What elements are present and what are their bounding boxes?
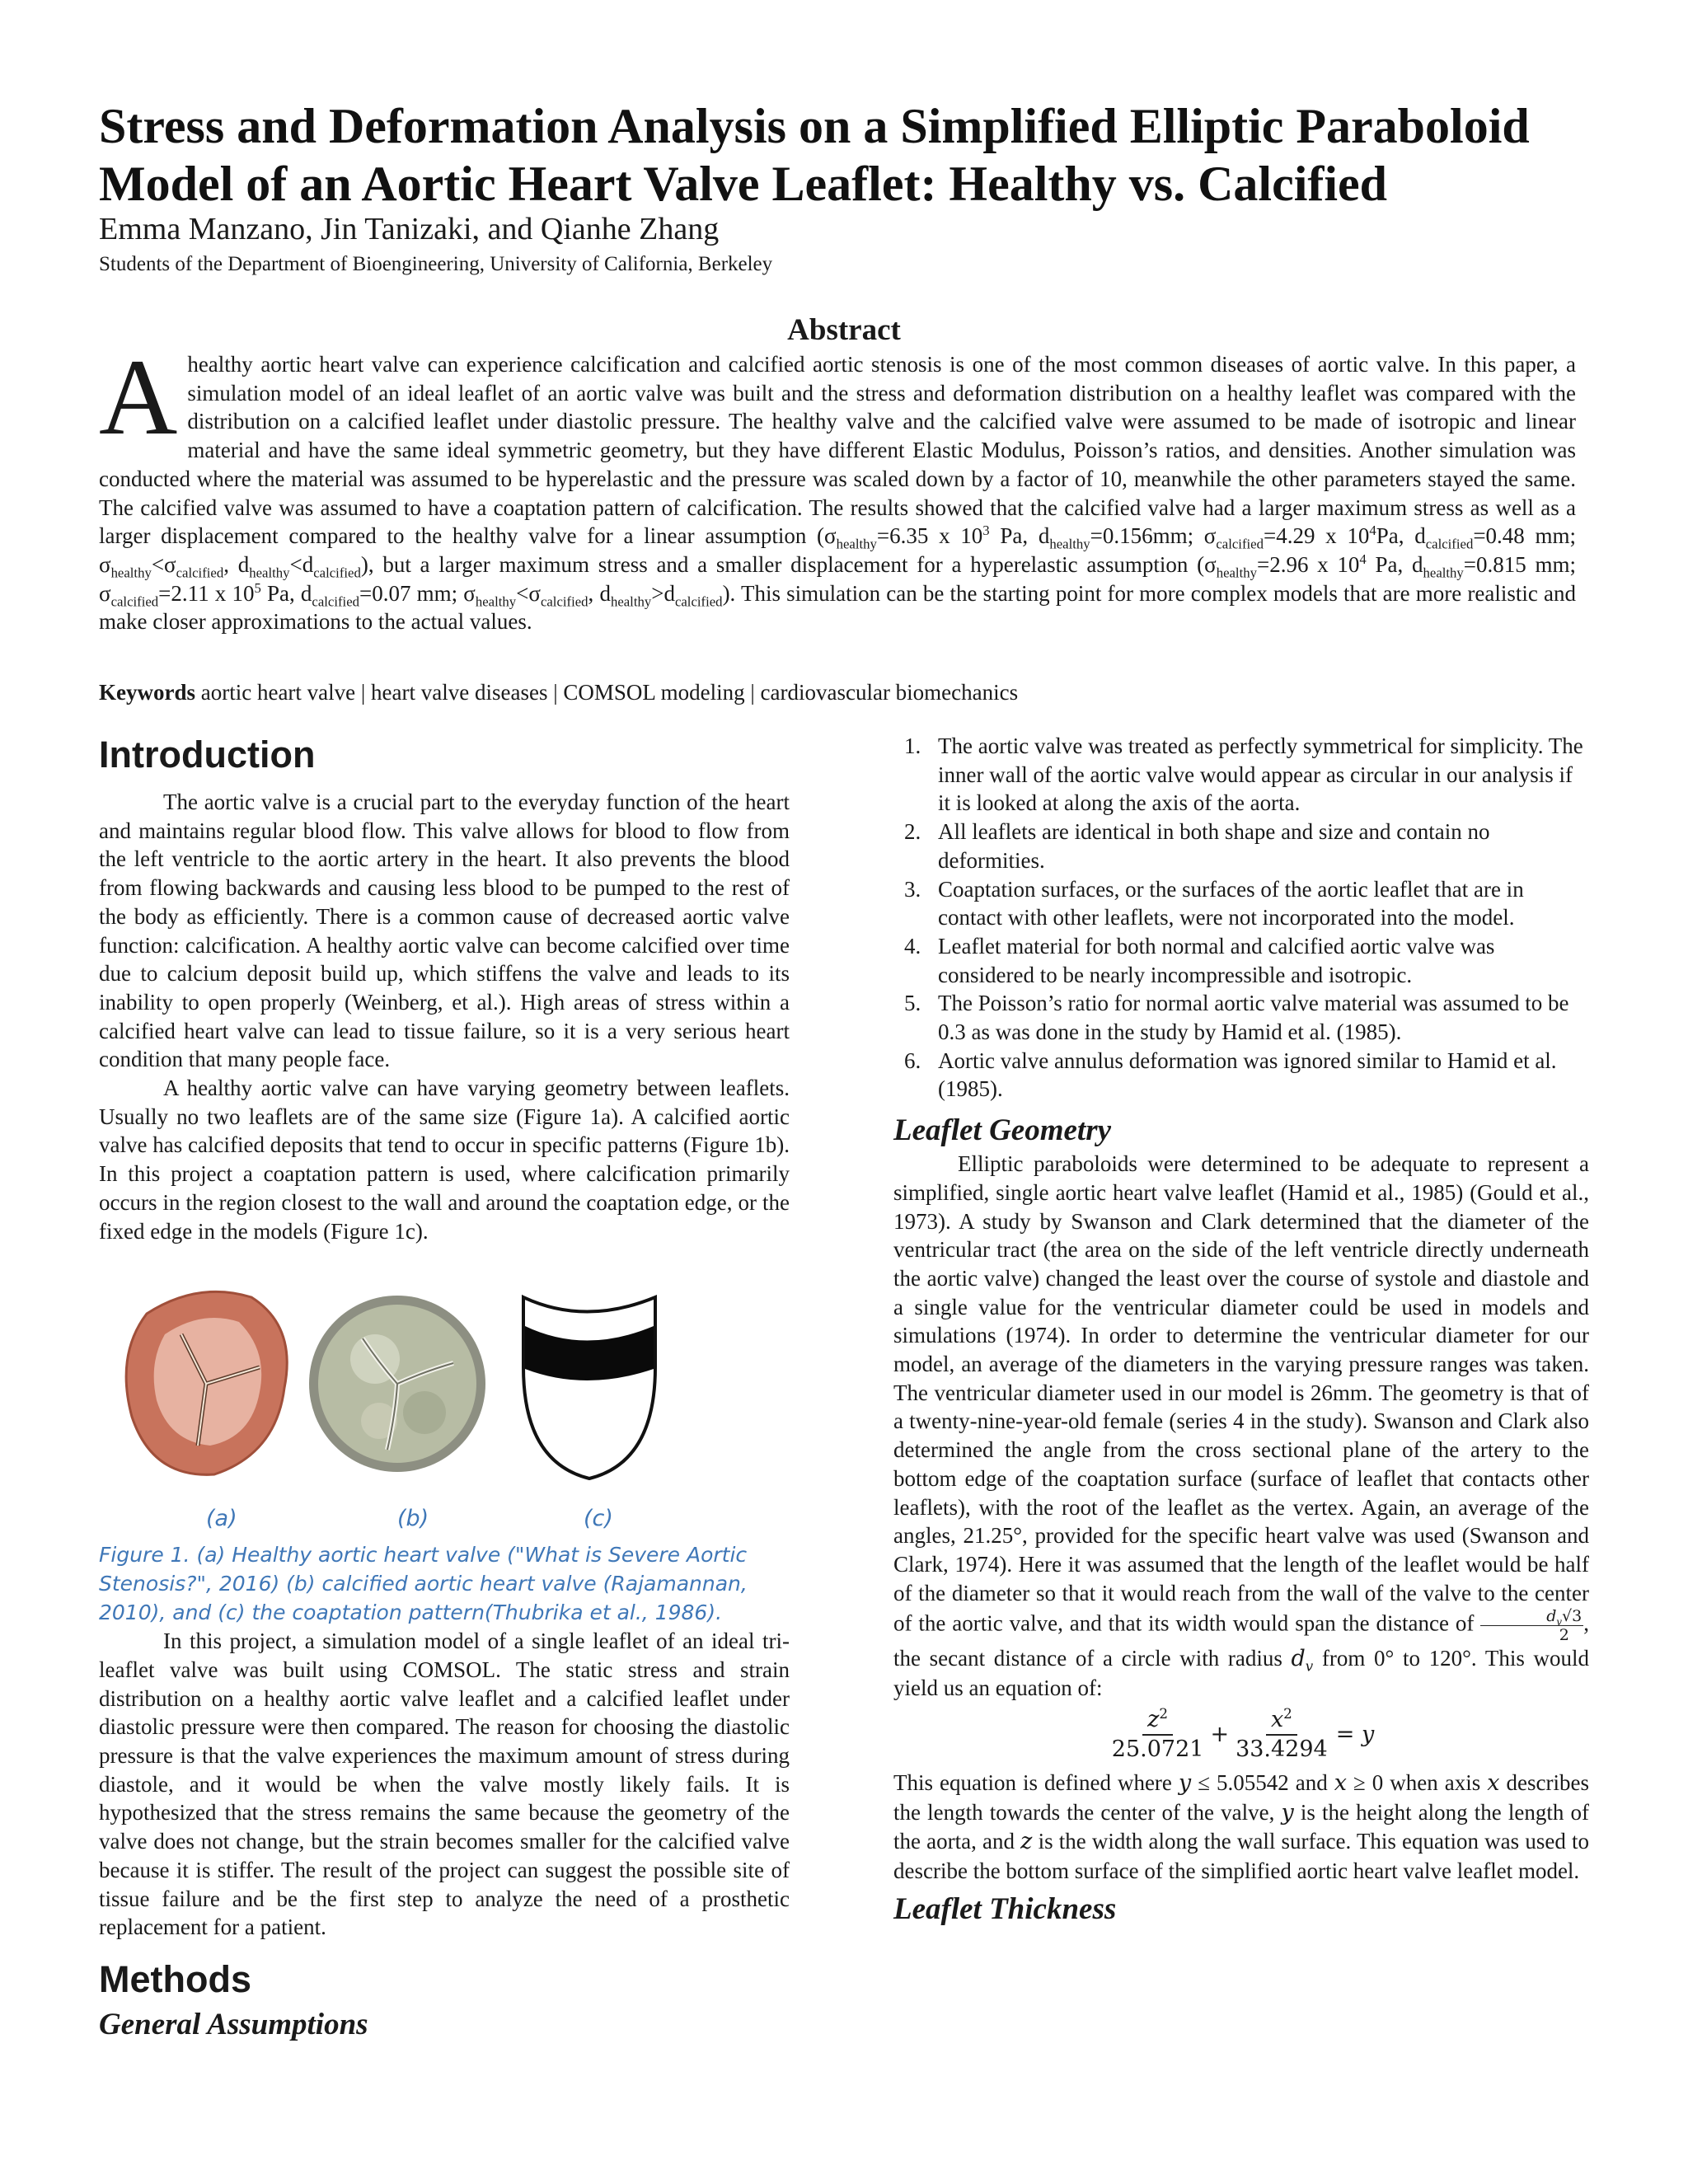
introduction-heading: Introduction (99, 733, 316, 776)
assumption-item: 6. Aortic valve annulus deformation was ignored similar to Hamid et al. (1985). (926, 1047, 1589, 1104)
figure-label-c: (c) (584, 1506, 613, 1532)
abstract-heading: Abstract (787, 313, 901, 347)
figure-1-images (99, 1277, 790, 1499)
left-column (99, 732, 790, 2044)
intro-paragraph-2: A healthy aortic valve can have varying geometry between leaflets. Usually no two leaflets are of the same size (Figure 1a). A calcified aortic valve has calcified deposits that tend to occur in specific patterns (Figure 1b). In this project a coaptation pattern is used, where calcification primarily occurs in the region closest to the wall and around the coaptation edge, or the fixed edge in the models (Figure 1c). (99, 1076, 790, 1244)
abstract-text: A healthy aortic heart valve can experience calcification and calcified aortic stenosis is one of the most common diseases of aortic valve. In this paper, a simulation model of an ideal leaflet of an aortic valve was built and the stress and deformation distribution on a healthy leaflet was compared with the distribution on a calcified leaflet under diastolic pressure. The healthy valve and the calcified valve were assumed to be made of isotropic and linear material and have the same ideal symmetric geometry, but they have different Elastic Modulus, Poisson’s ratios, and densities. Another simulation was conducted where the material was assumed to be hyperelastic and the pressure was scaled down by a factor of 10, meanwhile the other parameters stayed the same. The calcified valve was assumed to have a coaptation pattern of calcification. The results showed that the calcified valve had a larger maximum stress as well as a larger displacement compared to the healthy valve for a linear assumption ($\sigma_{healthy}=6.35$ x $10^3$ Pa, $d_{healthy}=0.156mm$; $\sigma_{calcified}=4.29$ x $10^4Pa$, $d_{calcified}=0.48$ mm; $\sigma_{healthy}<\sigma_{calcified}$, $d_{healthy}<d_{calcified}$), but a larger maximum stress and a smaller displacement for a hyperelastic assumption ($\sigma_{healthy}=2.96$ x $10^4$ Pa, $d_{healthy}=0.815$ mm; $\sigma_{calcified}=2.11$ x $10^5$ Pa, $d_{calcified}=0.07$ mm; $\sigma_{healthy}<\sigma_{calcified}$, $d_{healthy}>d_{calcified}$). This simulation can be the starting point for more complex models that are more realistic and make closer approximations to the actual values. (99, 336, 1577, 635)
leaflet-thickness-heading: Leaflet Thickness (893, 1891, 1117, 1926)
intro-paragraph-3: In this project, a simulation model of a single leaflet of an ideal tri-leaflet valve was built using COMSOL. The static stress and strain distribution on a healthy aortic valve leaflet and a calcified leaflet under diastolic pressure were then compared. The reason for choosing the diastolic pressure is that the valve experiences the maximum amount of stress during diastole, and it would be when the valve mostly likely fails. It is hypothesized that the stress remains the same because the geometry of the valve does not change, but the strain becomes smaller for the calcified valve because it is stiffer. The result of the project can suggest the possible site of tissue failure and be the first step to analyze the need of a prosthetic replacement for a patient. (99, 1629, 790, 1940)
leaflet-geometry-heading: Leaflet Geometry (893, 1113, 1112, 1148)
assumption-item: 5. The Poisson’s ratio for normal aortic valve material was assumed to be 0.3 as was done in the study by Hamid et al. (1985). (926, 989, 1589, 1046)
figure-1-caption: Figure 1. (a) Healthy aortic heart valve ("What is Severe Aortic Stenosis?", 2016) (b) calcified aortic heart valve (Rajamannan, 2010), and (c) the coaptation pattern(Thubrika et al., 1986). (99, 1543, 748, 1625)
figure-1 (99, 1277, 790, 1540)
assumption-item: 2. All leaflets are identical in both shape and size and contain no deformities. (926, 818, 1589, 874)
healthy-valve-image (126, 1292, 287, 1475)
right-column (893, 732, 1589, 1929)
calcified-valve-image (309, 1296, 485, 1472)
methods-heading: Methods (99, 1957, 251, 2000)
coaptation-pattern-image (523, 1297, 655, 1479)
figure-label-a: (a) (206, 1506, 237, 1532)
assumption-item: 4. Leaflet material for both normal and calcified aortic valve was considered to be nearly incompressible and isotropic. (926, 932, 1589, 989)
elliptic-paraboloid-equation: $\frac{z^2}{25.0721}$ + $\frac{x^2}{33.4294}$ = y (1111, 1704, 1375, 1762)
drop-cap: A (99, 336, 178, 457)
secant-distance-fraction: $\frac{d_v√3}{2}$ (1480, 1607, 1583, 1644)
authors: Emma Manzano, Jin Tanizaki, and Qianhe Zhang (99, 212, 720, 246)
assumptions-list (893, 732, 1589, 1104)
figure-label-b: (b) (397, 1506, 429, 1532)
paper-title: Stress and Deformation Analysis on a Simplified Elliptic Paraboloid Model of an Aortic Heart Valve Leaflet: Healthy vs. Calcified (99, 99, 1530, 211)
keywords-line: Keywords aortic heart valve | heart valve diseases | COMSOL modeling | cardiovascular biomechanics (99, 680, 1019, 705)
affiliation: Students of the Department of Bioengineering, University of California, Berkeley (99, 253, 773, 275)
assumption-item: 3. Coaptation surfaces, or the surfaces of the aortic leaflet that are in contact with other leaflets, were not incorporated into the model. (926, 875, 1589, 932)
geometry-paragraph-2: This equation is defined where y ≤ 5.05542 and x ≥ 0 when axis x describes the length towards the center of the valve, y is the height along the length of the aorta, and z is the width along the wall surface. This equation was used to describe the bottom surface of the simplified aortic heart valve leaflet model. (893, 1769, 1589, 1883)
geometry-paragraph-1: Elliptic paraboloids were determined to be adequate to represent a simplified, single aortic heart valve leaflet (Hamid et al., 1985) (Gould et al., 1973). A study by Swanson and Clark determined that the diameter of the ventricular tract (the area on the side of the left ventricle directly underneath the aortic valve) changed the least over the course of systole and diastole and a single value for the ventricular diameter could be used in models and simulations (1974). In order to determine the ventricular diameter for our model, an average of the diameters in the varying pressure ranges was taken. The ventricular diameter used in our model is 26mm. The geometry is that of a twenty-nine-year-old female (series 4 in the study). Swanson and Clark also determined the angle from the cross sectional plane of the artery to the bottom edge of the coaptation surface (surface of leaflet that contacts other leaflets), with the root of the leaflet as the vertex. Again, an average of the angles, 21.25°, provided for the specific heart valve was used (Swanson and Clark, 1974). Here it was assumed that the length of the leaflet would be half of the diameter so that it would reach from the wall of the valve to the center of the aortic valve, and that its width would span the distance of $\frac{d_v√3}{2}$ , the secant distance of a circle with radius $d_v$ from 0° to 120°. This would yield us an equation of: (893, 1151, 1589, 1701)
assumption-item: 1. The aortic valve was treated as perfectly symmetrical for simplicity. The inner wall of the aortic valve would appear as circular in our analysis if it is looked at along the axis of the aorta. (926, 732, 1589, 818)
intro-paragraph-1: The aortic valve is a crucial part to the everyday function of the heart and maintains regular blood flow. This valve allows for blood to flow from the left ventricle to the aortic artery in the heart. It also prevents the blood from flowing backwards and causing less blood to be pumped to the rest of the body as efficiently. There is a common cause of decreased aortic valve function: calcification. A healthy aortic valve can become calcified over time due to calcium deposit build up, which stiffens the valve and leads to its inability to open properly (Weinberg, et al.). High areas of stress within a calcified heart valve can lead to tissue failure, so it is a very serious heart condition that many people face. (99, 790, 790, 1072)
general-assumptions-heading: General Assumptions (99, 2007, 368, 2041)
